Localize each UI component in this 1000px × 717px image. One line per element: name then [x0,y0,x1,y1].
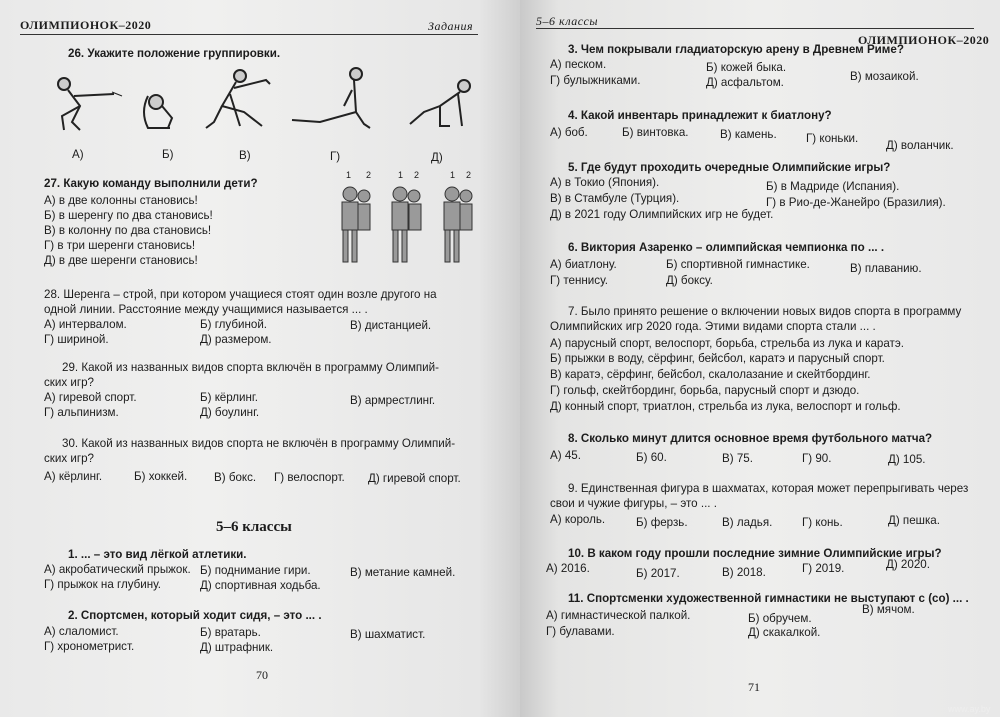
s1-option-a: А) акробатический прыжок. [44,563,191,576]
q4-option-e: Д) воланчик. [886,139,954,152]
q6-option-c: В) плаванию. [850,262,922,275]
q26-label-d: Г) [330,150,341,163]
q30-option-d: Г) велоспорт. [274,471,345,484]
q6-option-b: Б) спортивной гимнастике. [666,258,810,271]
figure-a-icon [58,78,122,130]
q27-option-e: Д) в две шеренги становись! [44,254,198,267]
q10-option-b: Б) 2017. [636,567,680,580]
q6-option-d: Г) теннису. [550,274,608,287]
q27-fig-num-5: 1 [450,170,456,180]
q10-option-a: А) 2016. [546,562,590,575]
q26-text: 26. Укажите положение группировки. [68,47,281,60]
q7-option-d: Г) гольф, скейтбординг, борьба, парусный спорт и дзюдо. [550,384,860,397]
q27-fig-num-2: 2 [366,170,372,180]
q7-option-c: В) каратэ, сёрфинг, бейсбол, скалолазание и скейтбординг. [550,368,871,381]
q5-option-b: Б) в Мадриде (Испания). [766,180,900,193]
right-header-title: ОЛИМПИОНОК–2020 [858,33,990,47]
q10-text: 10. В каком году прошли последние зимние Олимпийские игры? [568,547,942,560]
q9-option-c: В) ладья. [722,516,773,529]
figure-b-icon [144,95,172,128]
q30-line2: ских игр? [44,452,94,465]
q29-option-e: Д) боулинг. [200,406,260,419]
s2-text: 2. Спортсмен, который ходит сидя, – это ... . [68,609,322,622]
left-section-heading: 5–6 классы [216,519,292,535]
q28-line1: 28. Шеренга – строй, при котором учащиеся стоят один возле другого на [44,288,437,301]
q30-option-b: Б) хоккей. [134,470,188,483]
q6-option-e: Д) боксу. [666,274,713,287]
q5-option-e: Д) в 2021 году Олимпийских игр не будет. [550,208,774,221]
q27-option-d: Г) в три шеренги становись! [44,239,196,252]
q27-fig-num-3: 1 [398,170,404,180]
q29-option-a: А) гиревой спорт. [44,391,137,404]
q11-text: 11. Спортсменки художественной гимнастики не выступают с (со) ... . [568,592,969,605]
s1-option-c: В) метание камней. [350,566,456,579]
q29-line1: 29. Какой из названных видов спорта включён в программу Олимпий- [62,361,440,374]
q26-label-c: В) [239,149,251,162]
q11-option-d: Г) булавами. [546,625,615,638]
q3-text: 3. Чем покрывали гладиаторскую арену в Древнем Риме? [568,43,904,56]
q27-option-b: Б) в шеренгу по два становись! [44,209,213,222]
q28-option-a: А) интервалом. [44,318,127,331]
q8-option-d: Г) 90. [802,452,832,465]
q30-option-a: А) кёрлинг. [44,470,103,483]
s2-option-b: Б) вратарь. [200,626,261,639]
children-formation-icon [332,182,482,272]
q5-option-d: Г) в Рио-де-Жанейро (Бразилия). [766,196,946,209]
q8-text: 8. Сколько минут длится основное время футбольного матча? [568,432,933,445]
q28-option-d: Г) шириной. [44,333,109,346]
q9-option-b: Б) ферзь. [636,516,688,529]
right-header-rule [536,28,974,29]
q4-option-d: Г) коньки. [806,132,859,145]
q5-option-a: А) в Токио (Япония). [550,176,660,189]
q28-option-c: В) дистанцией. [350,319,432,332]
q29-option-b: Б) кёрлинг. [200,391,258,404]
q11-option-a: А) гимнастической палкой. [546,609,691,622]
q7-option-e: Д) конный спорт, триатлон, стрельба из лука, велоспорт и гольф. [550,400,901,413]
q27-option-c: В) в колонну по два становись! [44,224,212,237]
q27-fig-num-1: 1 [346,170,352,180]
q28-line2: одной линии. Расстояние между учащимися называется ... . [44,303,368,316]
s1-option-e: Д) спортивная ходьба. [200,579,321,592]
s2-option-e: Д) штрафник. [200,641,274,654]
s1-option-b: Б) поднимание гири. [200,564,311,577]
q11-option-c: В) мячом. [862,603,915,616]
q27-fig-num-6: 2 [466,170,472,180]
q6-option-a: А) биатлону. [550,258,617,271]
q10-option-c: В) 2018. [722,566,766,579]
q11-option-b: Б) обручем. [748,612,812,625]
s2-option-c: В) шахматист. [350,628,426,641]
q29-line2: ских игр? [44,376,94,389]
s1-option-d: Г) прыжок на глубину. [44,578,162,591]
right-page [520,0,1000,717]
q8-option-b: Б) 60. [636,451,667,464]
figure-c-icon [206,70,270,128]
q28-option-e: Д) размером. [200,333,272,346]
q5-text: 5. Где будут проходить очередные Олимпийские игры? [568,161,891,174]
q7-line2: Олимпийских игр 2020 года. Этими видами спорта стали ... . [550,320,876,333]
q26-label-b: Б) [162,148,174,161]
q9-option-a: А) король. [550,513,606,526]
q30-option-c: В) бокс. [214,471,257,484]
q3-option-a: А) песком. [550,58,607,71]
q9-line1: 9. Единственная фигура в шахматах, которая может перепрыгивать через [568,482,969,495]
s2-option-a: А) слаломист. [44,625,119,638]
q5-option-c: В) в Стамбуле (Турция). [550,192,680,205]
left-header-title: ОЛИМПИОНОК–2020 [20,18,152,32]
figure-e-icon [410,80,470,126]
q3-option-d: Г) булыжниками. [550,74,641,87]
q3-option-e: Д) асфальтом. [706,76,784,89]
left-header-rule [20,34,478,35]
q7-line1: 7. Было принято решение о включении новых видов спорта в программу [568,305,962,318]
q9-line2: свои и чужие фигуры, – это ... . [550,497,717,510]
q30-line1: 30. Какой из названных видов спорта не включён в программу Олимпий- [62,437,456,450]
q9-option-d: Г) конь. [802,516,843,529]
q28-option-b: Б) глубиной. [200,318,268,331]
q4-option-a: А) боб. [550,126,588,139]
q10-option-d: Г) 2019. [802,562,845,575]
s1-text: 1. ... – это вид лёгкой атлетики. [68,548,247,561]
q26-label-e: Д) [431,151,443,164]
figure-d-icon [292,68,370,128]
q7-option-b: Б) прыжки в воду, сёрфинг, бейсбол, каратэ и парусный спорт. [550,352,885,365]
q3-option-b: Б) кожей быка. [706,61,787,74]
s2-option-d: Г) хронометрист. [44,640,135,653]
q4-option-b: Б) винтовка. [622,126,689,139]
q4-text: 4. Какой инвентарь принадлежит к биатлону? [568,109,832,122]
right-page-number: 71 [748,680,760,694]
q9-option-e: Д) пешка. [888,514,940,527]
q27-text: 27. Какую команду выполнили дети? [44,177,258,190]
q30-option-e: Д) гиревой спорт. [368,472,461,485]
q29-option-c: В) армрестлинг. [350,394,436,407]
q29-option-d: Г) альпинизм. [44,406,119,419]
watermark-text: www.ay.by [948,704,991,714]
q11-option-e: Д) скакалкой. [748,626,821,639]
q8-option-e: Д) 105. [888,453,926,466]
q27-option-a: А) в две колонны становись! [44,194,198,207]
q7-option-a: А) парусный спорт, велоспорт, борьба, стрельба из лука и каратэ. [550,337,904,350]
q3-option-c: В) мозаикой. [850,70,919,83]
q27-fig-num-4: 2 [414,170,420,180]
q10-option-e: Д) 2020. [886,558,930,571]
q26-figures [44,66,484,146]
q6-text: 6. Виктория Азаренко – олимпийская чемпионка по ... . [568,241,885,254]
q8-option-c: В) 75. [722,452,753,465]
q4-option-c: В) камень. [720,128,777,141]
left-page-number: 70 [256,668,268,682]
left-header-section: Задания [428,19,474,33]
q26-label-a: А) [72,148,84,161]
right-header-section: 5–6 классы [536,14,599,28]
q8-option-a: А) 45. [550,449,581,462]
